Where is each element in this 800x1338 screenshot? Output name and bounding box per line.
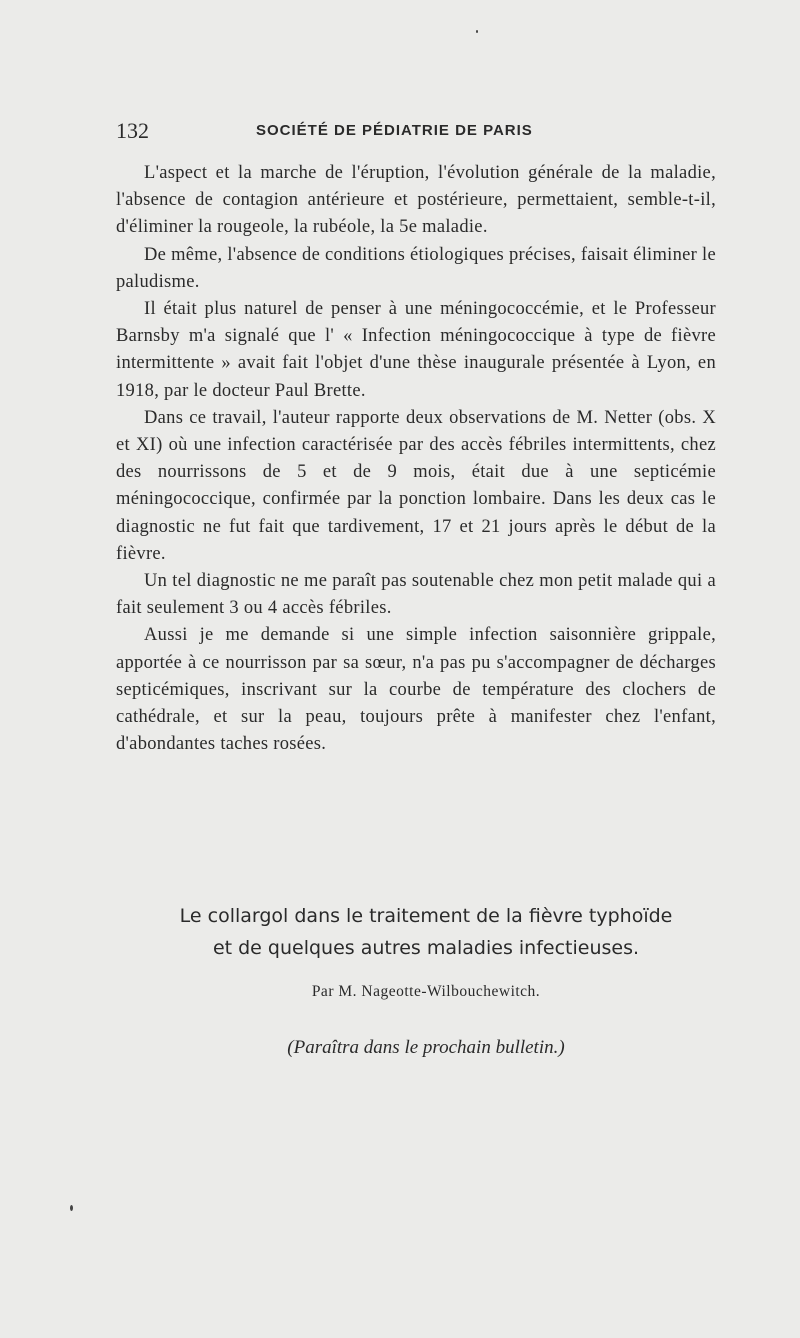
publication-note: (Paraîtra dans le prochain bulletin.) (287, 1037, 565, 1058)
paragraph: Dans ce travail, l'auteur rapporte deux observations de M. Netter (obs. X et XI) où une infection caractérisée par des accès fébriles intermittents, chez des nourrissons de 5 et de 9 mois, était due à une septicémie méningococcique, confirmée par la ponction lombaire. Dans les deux cas le diagnostic ne fut fait que tardivement, 17 et 21 jours après le début de la fièvre. (116, 407, 716, 564)
paragraph: De même, l'absence de conditions étiologiques précises, faisait éliminer le paludisme. (116, 244, 716, 292)
body-text (116, 160, 716, 758)
ink-speck (476, 30, 478, 33)
section-title (116, 900, 736, 964)
author-byline: Par M. Nageotte-Wilbouchewitch. (311, 983, 541, 1000)
running-title: SOCIÉTÉ DE PÉDIATRIE DE PARIS (256, 122, 533, 139)
section-title-line: Le collargol dans le traitement de la fièvre typhoïde (179, 905, 673, 927)
paragraph: L'aspect et la marche de l'éruption, l'évolution générale de la maladie, l'absence de contagion antérieure et postérieure, permettaient, semble-t-il, d'éliminer la rougeole, la rubéole, la 5e maladie. (116, 163, 716, 238)
ink-speck (70, 1205, 73, 1211)
paragraph: Il était plus naturel de penser à une méningococcémie, et le Professeur Barnsby m'a signalé que l' « Infection méningococcique à type de fièvre intermittente » avait fait l'objet d'une thèse inaugurale présentée à Lyon, en 1918, par le docteur Paul Brette. (116, 299, 716, 401)
running-head (116, 118, 716, 144)
page-number: 132 (116, 118, 149, 143)
section-title-line: et de quelques autres maladies infectieuses. (212, 937, 640, 959)
paragraph: Aussi je me demande si une simple infection saisonnière grippale, apportée à ce nourrisson par sa sœur, n'a pas pu s'accompagner de décharges septicémiques, inscrivant sur la courbe de température des clochers de cathédrale, et sur la peau, toujours prête à manifester chez l'enfant, d'abondantes taches rosées. (116, 625, 716, 755)
paragraph: Un tel diagnostic ne me paraît pas soutenable chez mon petit malade qui a fait seulement 3 ou 4 accès fébriles. (116, 571, 716, 619)
